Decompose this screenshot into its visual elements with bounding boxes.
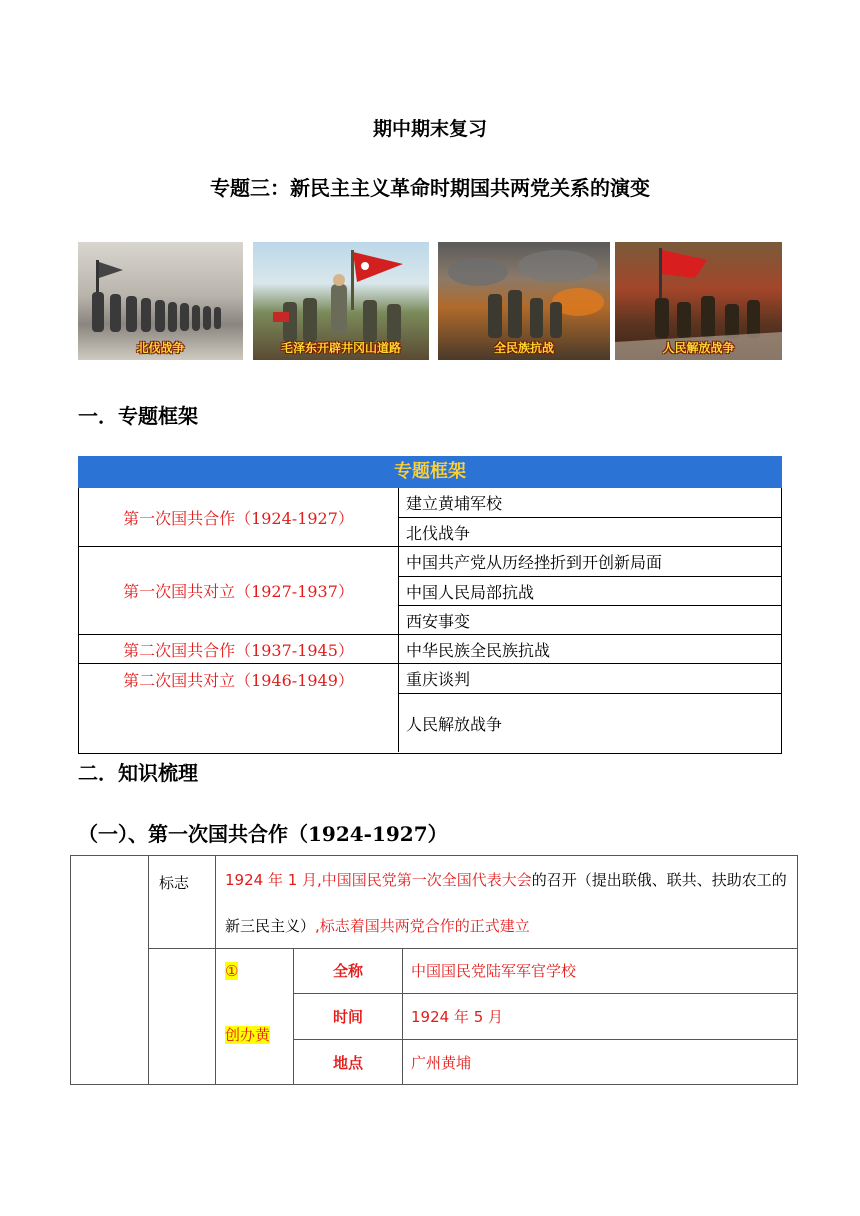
framework-header: 专题框架: [78, 456, 782, 488]
framework-item: 重庆谈判: [398, 664, 781, 694]
sign-text-black: 的召开（提出联俄、联共、扶助农工的新三民主义）: [225, 871, 787, 935]
image-caption: 毛泽东开辟井冈山道路: [280, 341, 401, 355]
image-caption: 北伐战争: [136, 341, 185, 355]
item-label: 创办黄: [225, 1026, 271, 1044]
framework-item: 建立黄埔军校: [398, 488, 781, 518]
row-label-place: 地点: [333, 1054, 364, 1072]
framework-period: 第一次国共对立（1927-1937）: [79, 547, 398, 635]
framework-item: 中国共产党从历经挫折到开创新局面: [398, 547, 781, 577]
framework-item: 中华民族全民族抗战: [398, 635, 781, 664]
page-title: 期中期末复习: [372, 118, 487, 140]
row-value-time: 1924 年 5 月: [411, 1008, 504, 1026]
item-number: ①: [225, 962, 239, 980]
knowledge-table: [70, 855, 798, 1085]
subsection-title: （一）、第一次国共合作（1924-1927）: [78, 822, 448, 846]
framework-period: 第二次国共合作（1937-1945）: [79, 635, 398, 664]
section-title: 二．知识梳理: [78, 761, 198, 785]
sign-text-red-end: ,标志着国共两党合作的正式建立: [315, 917, 530, 935]
framework-item: 西安事变: [398, 606, 781, 635]
image-caption: 人民解放战争: [662, 341, 735, 355]
framework-period: 第一次国共合作（1924-1927）: [79, 488, 398, 547]
row-value-fullname: 中国国民党陆军军官学校: [411, 962, 577, 980]
sign-label: 标志: [159, 874, 190, 892]
section-title: 一．专题框架: [78, 404, 198, 428]
page-subtitle: 专题三：新民主主义革命时期国共两党关系的演变: [210, 176, 650, 200]
sign-text: [225, 857, 793, 949]
image-caption: 全民族抗战: [493, 341, 554, 355]
framework-item: 北伐战争: [398, 518, 781, 547]
jinggangshan-image: [253, 242, 429, 360]
row-label-fullname: 全称: [333, 962, 364, 980]
framework-period: 第二次国共对立（1946-1949）: [123, 671, 354, 690]
row-value-place: 广州黄埔: [411, 1054, 472, 1072]
liberation-war-image: [615, 242, 782, 360]
image-strip: [78, 242, 782, 360]
sign-text-red: 1924 年 1 月,中国国民党第一次全国代表大会: [225, 871, 532, 889]
framework-table: [78, 456, 782, 754]
anti-japanese-war-image: [438, 242, 610, 360]
framework-item: 人民解放战争: [398, 694, 781, 752]
northern-expedition-image: [78, 242, 243, 360]
row-label-time: 时间: [333, 1008, 364, 1026]
framework-body: [78, 488, 782, 754]
framework-item: 中国人民局部抗战: [398, 577, 781, 606]
